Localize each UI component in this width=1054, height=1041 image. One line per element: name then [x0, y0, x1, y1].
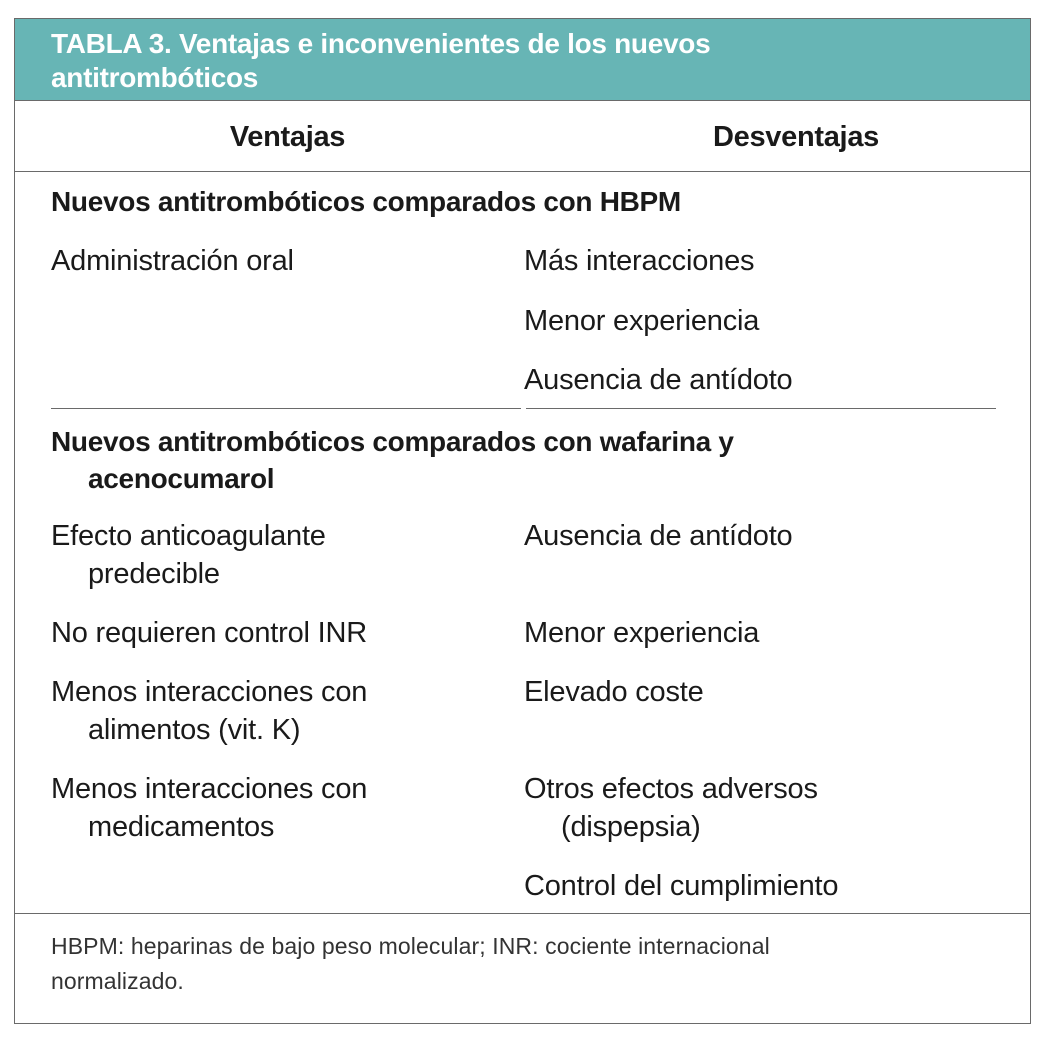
- advantage-item: Administración oral: [51, 245, 294, 277]
- column-header-desventajas: Desventajas: [713, 121, 879, 153]
- disadvantage-line-1: Ausencia de antídoto: [524, 520, 793, 552]
- table-title-line-2: antitrombóticos: [51, 62, 259, 93]
- footer-divider: [15, 913, 1030, 914]
- advantage-line-1: Menos interacciones con: [51, 676, 368, 708]
- disadvantage-item: [524, 770, 1004, 846]
- section-title-line-1: Nuevos antitrombóticos comparados con wafarina y: [51, 426, 734, 457]
- disadvantage-item: Menor experiencia: [524, 305, 760, 337]
- disadvantage-item: [524, 673, 1004, 711]
- advantage-item: [51, 614, 491, 652]
- advantage-line-2: predecible: [88, 558, 220, 590]
- disadvantage-item: [524, 517, 1004, 555]
- disadvantage-item: [524, 614, 1004, 652]
- disadvantage-item: Más interacciones: [524, 245, 755, 277]
- column-header-ventajas: Ventajas: [229, 121, 346, 153]
- table-title: [51, 27, 811, 95]
- section-title-hbpm: Nuevos antitrombóticos comparados con HBPM: [51, 186, 681, 217]
- disadvantage-line-1: Menor experiencia: [524, 617, 760, 649]
- comparison-table: [14, 18, 1031, 1024]
- advantage-item: [51, 673, 491, 749]
- section-title-warfarin: [51, 423, 981, 497]
- section-divider-right: [526, 408, 996, 409]
- disadvantage-line-1: Otros efectos adversos: [524, 773, 818, 805]
- advantage-line-2: medicamentos: [88, 811, 275, 843]
- advantage-line-1: Menos interacciones con: [51, 773, 368, 805]
- advantage-line-1: No requieren control INR: [51, 617, 367, 649]
- column-header-row: [15, 101, 1030, 172]
- advantage-item: [51, 517, 491, 593]
- section-title-line-2: acenocumarol: [88, 463, 275, 494]
- advantage-line-1: Efecto anticoagulante: [51, 520, 326, 552]
- footnote-line-2: normalizado.: [51, 968, 184, 994]
- disadvantage-item: [524, 867, 1004, 905]
- table-title-bar: [15, 19, 1030, 101]
- advantage-item: [51, 770, 491, 846]
- table-footnote: [51, 929, 951, 999]
- footnote-line-1: HBPM: heparinas de bajo peso molecular; INR: cociente internacional: [51, 933, 770, 959]
- section-divider-left: [51, 408, 521, 409]
- disadvantage-line-1: Elevado coste: [524, 676, 704, 708]
- table-title-line-1: TABLA 3. Ventajas e inconvenientes de los nuevos: [51, 28, 711, 59]
- disadvantage-item: Ausencia de antídoto: [524, 364, 793, 396]
- disadvantage-line-1: Control del cumplimiento: [524, 870, 839, 902]
- disadvantage-line-2: (dispepsia): [561, 811, 701, 843]
- advantage-line-2: alimentos (vit. K): [88, 714, 301, 746]
